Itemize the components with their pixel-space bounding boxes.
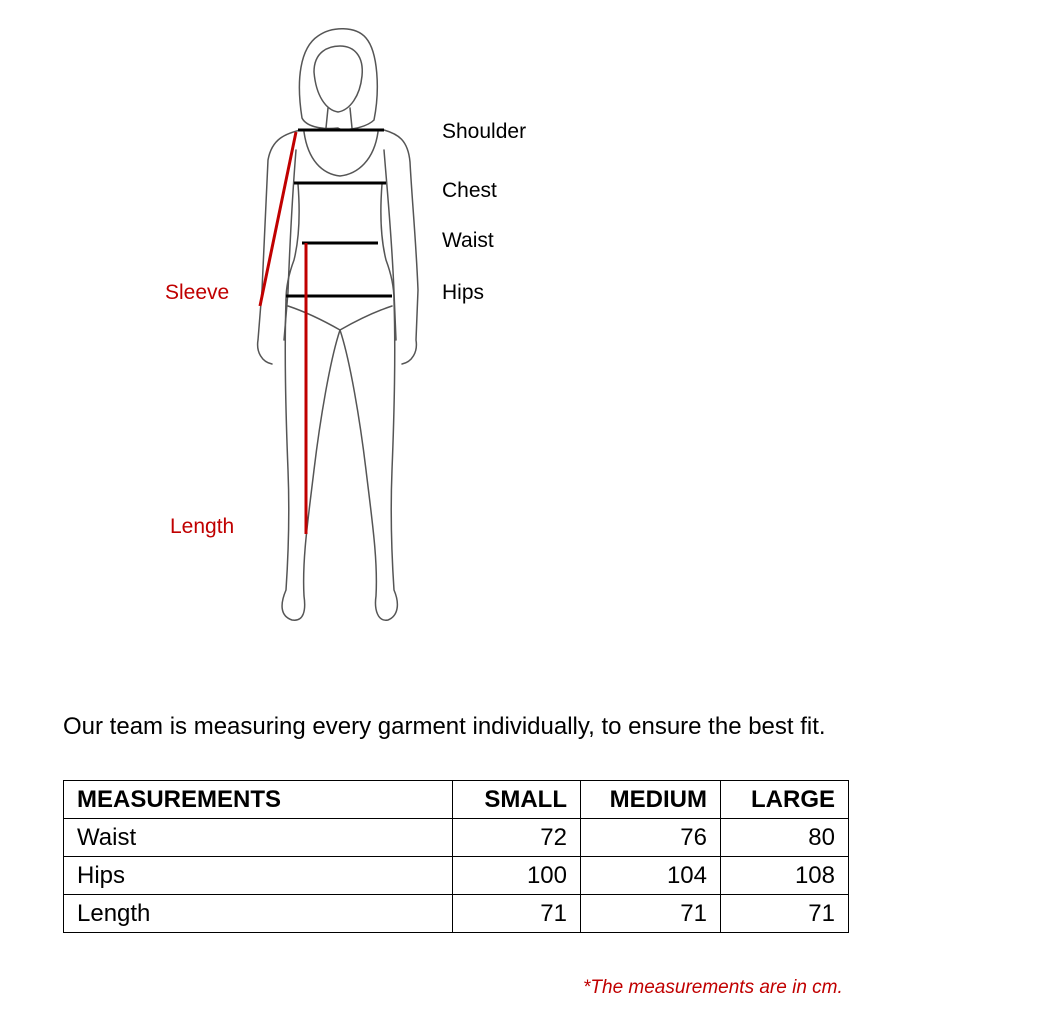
measurement-unit-note: *The measurements are in cm. (583, 977, 843, 998)
label-shoulder: Shoulder (442, 120, 527, 143)
header-medium: MEDIUM (581, 781, 721, 819)
table-row (64, 895, 849, 933)
cell-value: 108 (721, 857, 849, 895)
figure-underwear (288, 306, 392, 330)
figure-neckline (304, 132, 378, 176)
row-label: Hips (64, 857, 453, 895)
header-small: SMALL (453, 781, 581, 819)
row-label: Length (64, 895, 453, 933)
cell-value: 71 (453, 895, 581, 933)
label-waist: Waist (442, 229, 494, 252)
cell-value: 71 (581, 895, 721, 933)
header-measurements: MEASUREMENTS (64, 781, 453, 819)
size-table (63, 780, 849, 933)
label-chest: Chest (442, 179, 497, 202)
figure-face (314, 46, 362, 112)
cell-value: 72 (453, 819, 581, 857)
table-header-row (64, 781, 849, 819)
cell-value: 80 (721, 819, 849, 857)
table-row (64, 857, 849, 895)
cell-value: 76 (581, 819, 721, 857)
figure-legs (282, 300, 397, 620)
figure-neck (326, 108, 352, 128)
cell-value: 100 (453, 857, 581, 895)
header-large: LARGE (721, 781, 849, 819)
intro-text: Our team is measuring every garment individually, to ensure the best fit. (63, 713, 826, 740)
figure-hair (299, 29, 377, 130)
label-hips: Hips (442, 281, 485, 304)
label-sleeve: Sleeve (165, 281, 230, 304)
row-label: Waist (64, 819, 453, 857)
cell-value: 71 (721, 895, 849, 933)
cell-value: 104 (581, 857, 721, 895)
table-row (64, 819, 849, 857)
label-length: Length (170, 515, 235, 538)
